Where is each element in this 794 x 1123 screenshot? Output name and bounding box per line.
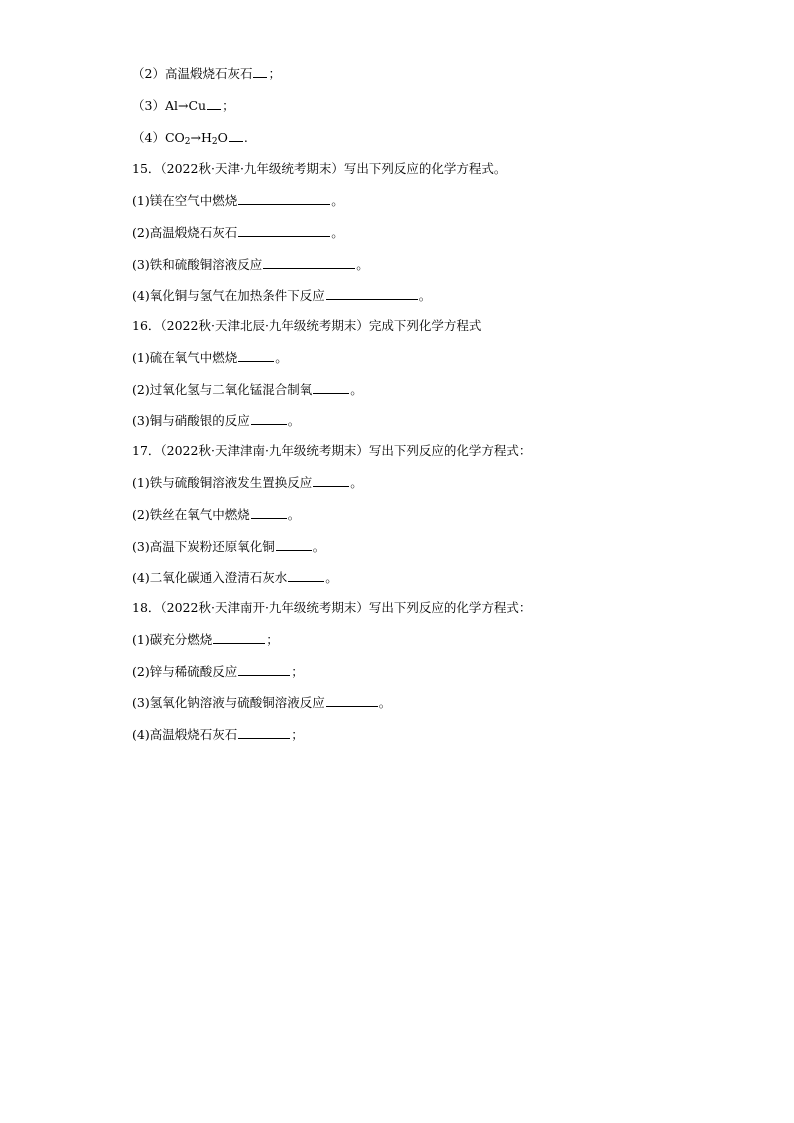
item-punct: 。	[287, 413, 301, 428]
formula-arrow-h: →H	[190, 130, 212, 145]
item-text: (1)碳充分燃烧	[132, 632, 213, 647]
answer-blank[interactable]	[313, 475, 349, 487]
question-text: 16．（2022秋·天津北辰·九年级统考期末）完成下列化学方程式	[132, 318, 482, 333]
q18-item-2	[132, 664, 304, 680]
item-punct: ；	[291, 727, 304, 742]
q17-item-2	[132, 507, 300, 523]
q14-item-4	[132, 130, 248, 150]
item-text: (4)高温煅烧石灰石	[132, 727, 238, 742]
question-17-stem	[132, 443, 531, 459]
formula-co: CO	[164, 130, 185, 145]
answer-blank[interactable]	[288, 570, 324, 582]
item-punct: 。	[331, 225, 344, 240]
item-punct: 。	[356, 257, 369, 272]
answer-blank[interactable]	[238, 225, 330, 237]
item-text: （4）	[132, 130, 165, 145]
answer-blank[interactable]	[313, 382, 349, 394]
q15-item-1	[132, 193, 344, 209]
item-text: (3)高温下炭粉还原氧化铜	[132, 539, 275, 554]
q18-item-3	[132, 695, 391, 711]
answer-blank[interactable]	[229, 130, 243, 142]
item-text: (3)铁和硫酸铜溶液反应	[132, 257, 263, 272]
answer-blank[interactable]	[251, 507, 287, 519]
formula-co-subscript: 2	[184, 137, 191, 147]
answer-blank[interactable]	[326, 288, 418, 300]
item-punct: ；	[291, 664, 304, 679]
q16-item-3	[132, 413, 300, 429]
item-punct: 。	[287, 507, 301, 522]
item-punct: 。	[418, 288, 432, 303]
item-text: (1)铁与硫酸铜溶液发生置换反应	[132, 475, 313, 490]
item-punct: 。	[331, 193, 344, 208]
item-text: （2）高温煅烧石灰石	[132, 66, 253, 81]
item-text: (3)氢氧化钠溶液与硫酸铜溶液反应	[132, 695, 325, 710]
question-text: 15．（2022秋·天津·九年级统考期末）写出下列反应的化学方程式。	[132, 161, 507, 176]
q14-item-3	[132, 98, 235, 114]
q15-item-2	[132, 225, 344, 241]
item-text: (2)铁丝在氧气中燃烧	[132, 507, 250, 522]
item-punct: 。	[275, 350, 288, 365]
item-punct: 。	[378, 695, 392, 710]
answer-blank[interactable]	[207, 98, 221, 110]
q16-item-1	[132, 350, 288, 366]
q17-item-3	[132, 539, 325, 555]
q18-item-4	[132, 727, 304, 743]
question-18-stem	[132, 600, 531, 616]
question-15-stem	[132, 161, 506, 177]
item-text: (2)高温煅烧石灰石	[132, 225, 238, 240]
answer-blank[interactable]	[238, 193, 330, 205]
item-text: (4)氧化铜与氢气在加热条件下反应	[132, 288, 325, 303]
item-punct: 。	[350, 382, 363, 397]
formula-h-subscript: 2	[211, 137, 218, 147]
item-punct: ；	[266, 632, 279, 647]
item-punct: 。	[350, 475, 363, 490]
item-text: (1)硫在氧气中燃烧	[132, 350, 238, 365]
item-text: （3）Al→Cu	[132, 98, 207, 113]
answer-blank[interactable]	[213, 632, 265, 644]
question-16-stem	[132, 318, 481, 334]
item-text: (4)二氧化碳通入澄清石灰水	[132, 570, 288, 585]
answer-blank[interactable]	[276, 539, 312, 551]
answer-blank[interactable]	[238, 664, 290, 676]
question-text: 17．（2022秋·天津津南·九年级统考期末）写出下列反应的化学方程式：	[132, 443, 532, 458]
q17-item-4	[132, 570, 338, 586]
q15-item-4	[132, 288, 431, 304]
answer-blank[interactable]	[251, 413, 287, 425]
item-punct: 。	[325, 570, 338, 585]
item-punct: .	[243, 130, 248, 145]
answer-blank[interactable]	[253, 66, 267, 78]
item-punct: ；	[268, 66, 281, 81]
answer-blank[interactable]	[238, 727, 290, 739]
item-text: (3)铜与硝酸银的反应	[132, 413, 250, 428]
item-punct: 。	[312, 539, 326, 554]
item-text: (2)锌与稀硫酸反应	[132, 664, 238, 679]
answer-blank[interactable]	[238, 350, 274, 362]
answer-blank[interactable]	[326, 695, 378, 707]
question-text: 18．（2022秋·天津南开·九年级统考期末）写出下列反应的化学方程式：	[132, 600, 532, 615]
q15-item-3	[132, 257, 369, 273]
item-punct: ；	[222, 98, 235, 113]
answer-blank[interactable]	[263, 257, 355, 269]
formula-o: O	[217, 130, 228, 145]
item-text: (1)镁在空气中燃烧	[132, 193, 238, 208]
q17-item-1	[132, 475, 363, 491]
q18-item-1	[132, 632, 279, 648]
item-text: (2)过氧化氢与二氧化锰混合制氧	[132, 382, 313, 397]
q14-item-2	[132, 66, 281, 82]
q16-item-2	[132, 382, 363, 398]
